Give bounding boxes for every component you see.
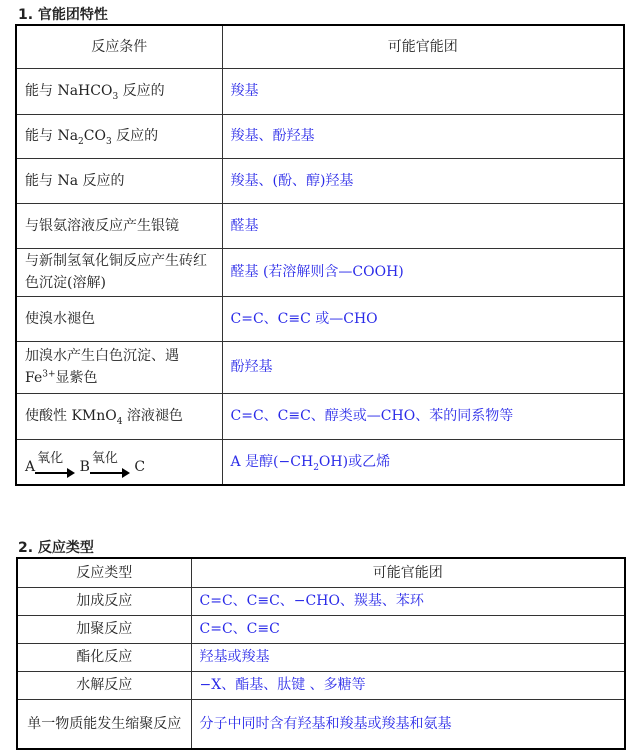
- reaction-type: 加成反应: [17, 587, 191, 615]
- arrow-icon: 氧化: [90, 462, 130, 478]
- section-2-title: 2. 反应类型: [18, 540, 94, 556]
- arrow-icon: 氧化: [35, 462, 75, 478]
- condition: 使酸性 KMnO$_4$ 溶液褪色: [16, 393, 222, 439]
- reaction-type: 水解反应: [17, 671, 191, 699]
- group: 羧基: [222, 68, 624, 114]
- table-row: [17, 643, 625, 671]
- header-group: 可能官能团: [222, 25, 624, 68]
- group: −X、酯基、肽键 、多糖等: [191, 671, 625, 699]
- group: A 是醇$(-CH_2OH)$或乙烯: [222, 439, 624, 485]
- group: 分子中同时含有羟基和羧基或羧基和氨基: [191, 699, 625, 749]
- table-header: [16, 25, 624, 68]
- reaction-type: 加聚反应: [17, 615, 191, 643]
- group: C=C、C≡C、−CHO、羰基、苯环: [191, 587, 625, 615]
- header-group: 可能官能团: [191, 558, 625, 587]
- header-type: 反应类型: [17, 558, 191, 587]
- table-row: [16, 68, 624, 114]
- condition: 能与 $Na_2CO_3$ 反应的: [16, 114, 222, 158]
- functional-group-table: [15, 24, 625, 486]
- table-header: [17, 558, 625, 587]
- table-row: [17, 615, 625, 643]
- table-row: [16, 158, 624, 203]
- table-row: [17, 699, 625, 749]
- table-row: [16, 203, 624, 248]
- header-condition: 反应条件: [16, 25, 222, 68]
- table-row: [16, 248, 624, 296]
- reaction-type-table: [16, 557, 626, 750]
- condition: 能与 NaHCO$_3$ 反应的: [16, 68, 222, 114]
- group: C=C、C≡C 或—CHO: [222, 296, 624, 341]
- table-row: [16, 296, 624, 341]
- group: 酚羟基: [222, 341, 624, 393]
- table-row: [16, 439, 624, 485]
- reaction-type: 酯化反应: [17, 643, 191, 671]
- condition: 使溴水褪色: [16, 296, 222, 341]
- condition: 与银氨溶液反应产生银镜: [16, 203, 222, 248]
- table-row: [16, 341, 624, 393]
- table-row: [16, 114, 624, 158]
- reaction-type: 单一物质能发生缩聚反应: [17, 699, 191, 749]
- group: 醛基 (若溶解则含—COOH): [222, 248, 624, 296]
- table-row: [17, 671, 625, 699]
- table-row: [16, 393, 624, 439]
- table-row: [17, 587, 625, 615]
- group: 羟基或羧基: [191, 643, 625, 671]
- condition: 与新制氢氧化铜反应产生砖红色沉淀(溶解): [16, 248, 222, 296]
- group: 羧基、(酚、醇)羟基: [222, 158, 624, 203]
- group: 醛基: [222, 203, 624, 248]
- group: C=C、C≡C、醇类或—CHO、苯的同系物等: [222, 393, 624, 439]
- group: C=C、C≡C: [191, 615, 625, 643]
- group: 羧基、酚羟基: [222, 114, 624, 158]
- condition: 加溴水产生白色沉淀、遇 $Fe^{3+}$显紫色: [16, 341, 222, 393]
- condition: 能与 Na 反应的: [16, 158, 222, 203]
- section-1-title: 1. 官能团特性: [18, 7, 108, 23]
- oxidation-scheme: A 氧化 B 氧化 C: [16, 439, 222, 485]
